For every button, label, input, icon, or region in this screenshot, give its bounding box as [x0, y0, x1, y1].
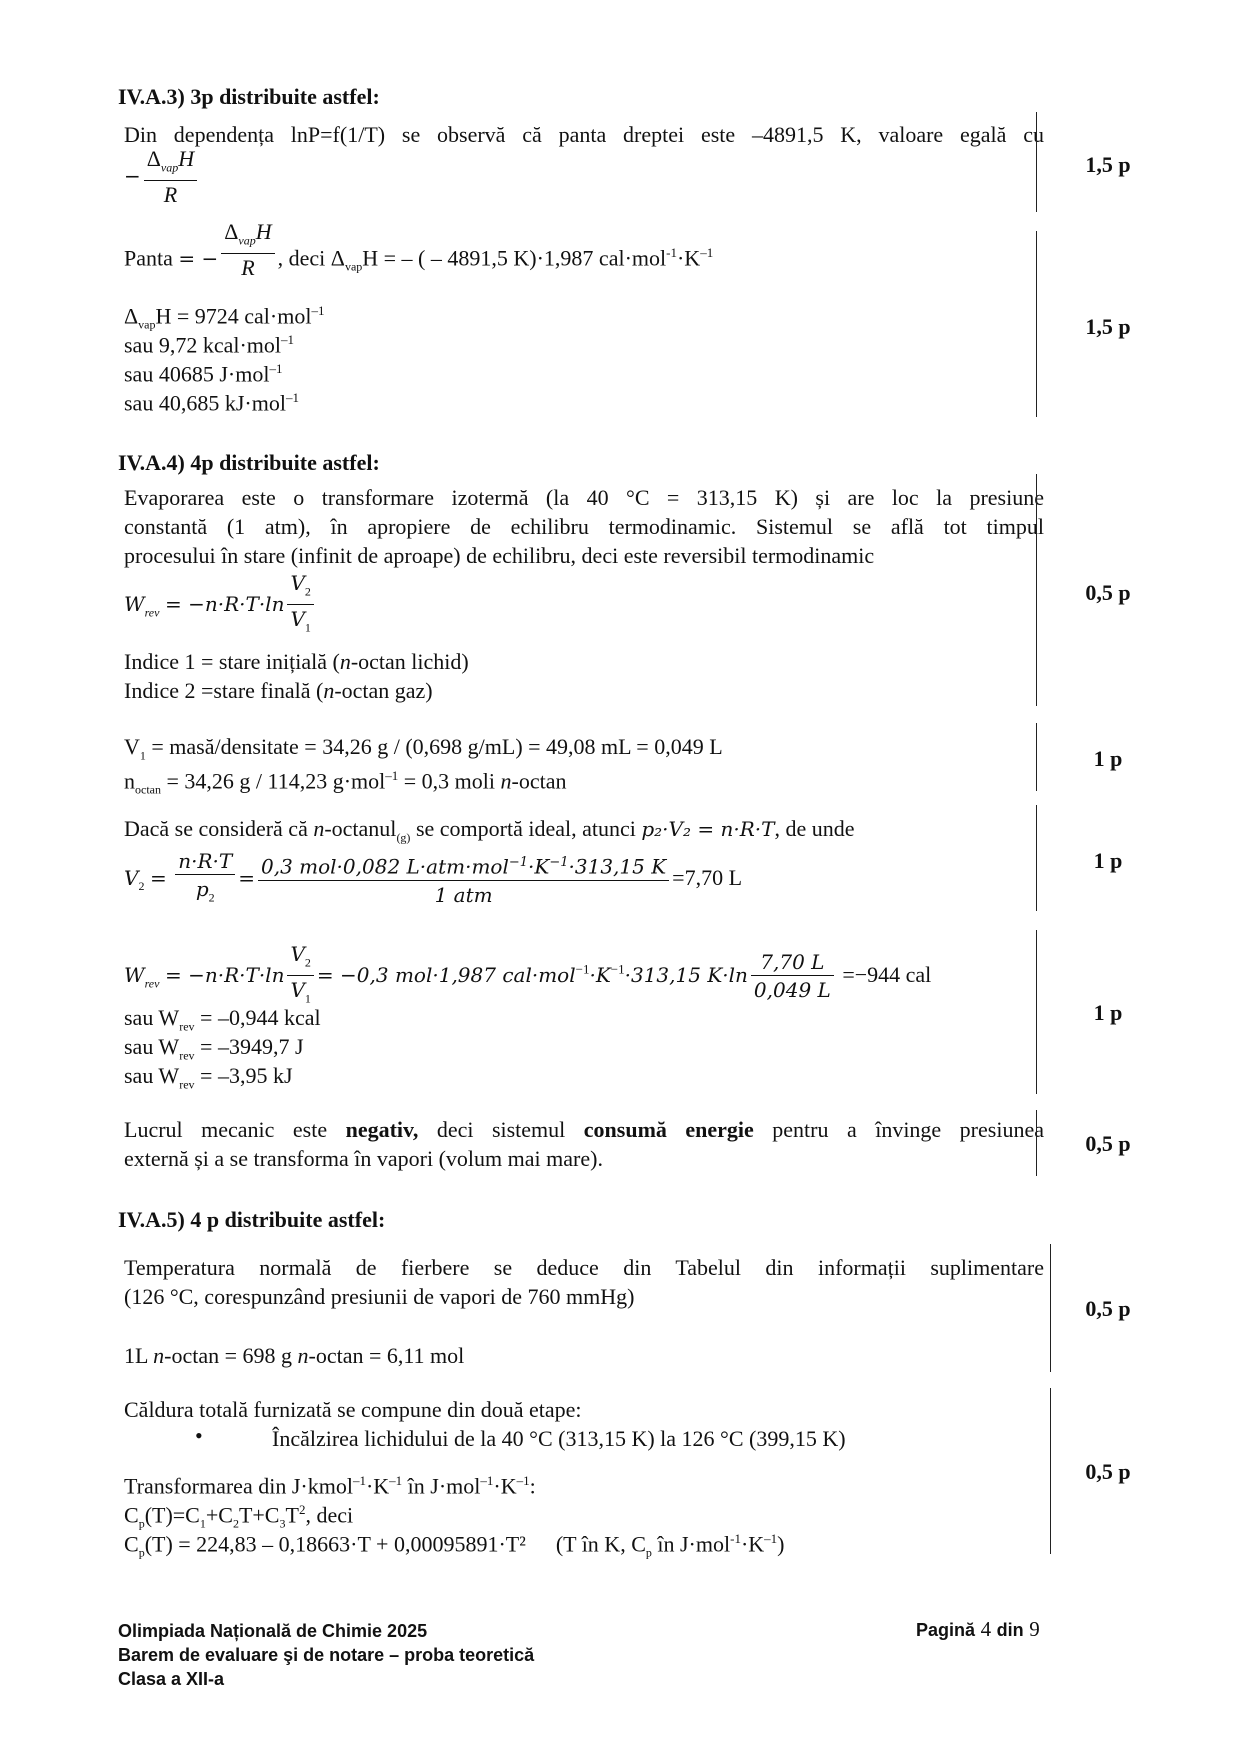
a3-divider-1: [1036, 112, 1037, 212]
vap-sub: vap: [138, 317, 156, 332]
footer-class: Clasa a XII-a: [118, 1669, 225, 1689]
a4-n-line: [124, 761, 566, 805]
a4-p1-line3: procesului în stare (infinit de aproape) de echilibru, deci este reversibil termodinamic: [124, 543, 875, 568]
w-letter: W: [124, 591, 145, 616]
text: -octan = 6,11 mol: [308, 1343, 465, 1368]
a3-divider-2: [1036, 231, 1037, 417]
nrt-over-p2: [175, 848, 235, 911]
h-letter: H: [178, 146, 195, 171]
panta-rest2: H = – ( – 4891,5 K)·1,987 cal·mol: [362, 245, 667, 271]
text: +C: [205, 1502, 233, 1528]
sup: –1: [269, 361, 283, 376]
a4-v2-calc: [124, 848, 742, 911]
result-value: sau 40685 J·mol: [124, 361, 270, 387]
panta-eq: = −: [178, 246, 219, 271]
sub: 1: [304, 620, 311, 635]
section-a5-heading: IV.A.5) 4 p distribuite astfel:: [118, 1207, 386, 1232]
r-letter: R: [163, 182, 178, 208]
num: ·313,15 K: [568, 855, 667, 880]
text: :: [529, 1473, 536, 1499]
sub: rev: [179, 1019, 195, 1034]
wrev-result: =−944 cal: [842, 961, 932, 987]
sup: -1: [730, 1531, 741, 1546]
text: 1L: [124, 1343, 154, 1368]
n-italic: n: [339, 649, 351, 674]
rev-sub: rev: [144, 605, 160, 620]
text: Transformarea din J·kmol: [124, 1473, 353, 1499]
text: Indice 2 =stare finală (: [124, 678, 324, 703]
eq: =: [149, 865, 167, 890]
text: T: [285, 1502, 299, 1528]
sup: –1: [389, 1473, 403, 1488]
text: C: [124, 1502, 139, 1528]
text: se comportă ideal, atunci: [410, 816, 642, 841]
num: 7,70 L: [751, 949, 834, 976]
a4-wrev-formula: [124, 570, 317, 642]
text: (T în K, C: [555, 1531, 646, 1557]
page-total: 9: [1029, 1617, 1040, 1641]
num: n·R·T: [175, 848, 235, 875]
sub: (g): [396, 830, 411, 845]
text: sau W: [124, 1005, 180, 1030]
n-italic: n: [297, 1343, 309, 1368]
sup: –1: [385, 768, 399, 783]
section-a3-heading: IV.A.3) 3p distribuite astfel:: [118, 84, 380, 109]
a5-heat-line: Căldura totală furnizată se compune din două etape:: [124, 1397, 582, 1422]
w-letter: W: [124, 962, 145, 987]
a3-text1: Din dependența lnP=f(1/T) se observă că panta dreptei este –4891,5 K, valoare egală cu: [124, 122, 1044, 147]
sup: −1: [575, 961, 590, 977]
a4-points-5: 0,5 p: [1085, 1131, 1131, 1156]
text: sau W: [124, 1063, 180, 1088]
num: ·K: [528, 855, 550, 880]
text: ·K: [740, 1531, 765, 1557]
text: ·K: [493, 1473, 517, 1499]
result-value: sau 9,72 kcal·mol: [124, 332, 282, 358]
footer: [118, 1619, 534, 1691]
a4-points-3: 1 p: [1093, 848, 1123, 873]
panta-rest: , deci Δ: [277, 245, 345, 271]
h-letter: H: [255, 218, 272, 244]
v-letter: V: [290, 942, 305, 966]
sub: 2: [304, 584, 311, 599]
text: V: [124, 734, 140, 759]
a4-points-4: 1 p: [1093, 1000, 1123, 1025]
a5-points-1: 0,5 p: [1085, 1296, 1131, 1321]
text: deci sistemul: [418, 1117, 584, 1142]
a4-p1-line1: Evaporarea este o transformare izotermă (la 40 °C = 313,15 K) și are loc la presiune: [124, 485, 1044, 510]
den: 0,049 L: [753, 978, 831, 1003]
a5-p1-line2: (126 °C, corespunzând presiunii de vapori de 760 mmHg): [124, 1284, 635, 1309]
sub: 2: [208, 890, 215, 905]
dvapH-over-R: [144, 146, 197, 209]
a4-points-1: 0,5 p: [1085, 580, 1131, 605]
a5-liter-line: [124, 1341, 464, 1370]
a4-divider-3: [1036, 805, 1037, 911]
text: = –3949,7 J: [194, 1034, 304, 1059]
sup: −1: [508, 855, 529, 871]
result-value: sau 40,685 kJ·mol: [124, 390, 286, 416]
text: în J·mol: [651, 1531, 731, 1557]
text: Lucrul mecanic este: [124, 1117, 346, 1142]
text: , deci: [305, 1502, 354, 1528]
text: -octan: [511, 768, 567, 794]
page-current: 4: [980, 1617, 992, 1641]
a5-points-2: 0,5 p: [1085, 1459, 1131, 1484]
footer-olympiad: Olimpiada Națională de Chimie 2025: [118, 1621, 428, 1641]
sup: −1: [549, 855, 569, 871]
v-letter: V: [290, 607, 305, 632]
sub: 2: [304, 955, 311, 970]
text: în J·mol: [402, 1473, 481, 1499]
a5-divider-2: [1050, 1388, 1051, 1554]
w-eq: = −n·R·T·ln: [164, 591, 285, 616]
panta-label: Panta: [124, 245, 173, 271]
eq: =: [238, 865, 255, 890]
n-italic: n: [313, 816, 325, 841]
sub: rev: [179, 1077, 195, 1092]
a4-sau-3: [124, 1061, 293, 1099]
text: sau W: [124, 1034, 180, 1059]
text: -octan lichid): [350, 649, 469, 674]
text: Dacă se consideră că: [124, 816, 314, 841]
numeric-fraction: [258, 850, 669, 909]
sub: 1: [139, 748, 146, 763]
sup: –1: [281, 332, 295, 347]
vap-sub: vap: [238, 232, 256, 247]
section-a4-heading: IV.A.4) 4p distribuite astfel:: [118, 450, 380, 475]
delta: Δ: [224, 218, 239, 244]
rev-sub: rev: [144, 976, 160, 991]
sup: −1: [610, 961, 625, 977]
text: (T)=C: [144, 1502, 200, 1528]
sub: octan: [135, 782, 161, 797]
eq: ·313,15 K·ln: [624, 962, 748, 987]
v-letter: V: [290, 978, 305, 1003]
sub: p: [138, 1545, 145, 1560]
text: = 0,3 moli: [398, 768, 501, 794]
v2-result: =7,70 L: [672, 864, 743, 890]
a4-divider-2: [1036, 723, 1037, 791]
a4-indice2: [124, 676, 433, 705]
a4-divider-5: [1036, 1110, 1037, 1176]
text: -octan gaz): [334, 678, 433, 703]
text: = –0,944 kcal: [194, 1005, 321, 1030]
text: ·K: [365, 1473, 390, 1499]
ideal-gas-eq: p₂·V₂ = n·R·T: [641, 817, 775, 841]
sub: p: [138, 1516, 145, 1531]
result-value: H = 9724 cal·mol: [155, 303, 312, 329]
num: 0,3 mol·0,082 L·atm·mol: [260, 855, 509, 880]
volume-ratio: [751, 949, 834, 1004]
page-of: din: [996, 1620, 1024, 1640]
page-label: Pagină: [916, 1620, 976, 1640]
a5-cp-numeric: [124, 1524, 785, 1568]
footer-barem: Barem de evaluare şi de notare – proba teoretică: [118, 1645, 535, 1665]
vap-sub: vap: [344, 259, 363, 274]
text: , de unde: [774, 816, 855, 841]
a5-bullet-text: Încălzirea lichidului de la 40 °C (313,15 K) la 126 °C (399,15 K): [272, 1426, 846, 1451]
page-number: [916, 1617, 1040, 1642]
a5-divider-1: [1050, 1244, 1051, 1372]
eq: = −n·R·T·ln: [164, 962, 285, 987]
a3-result-4: [124, 383, 299, 417]
sup: –1: [516, 1473, 530, 1488]
panta-fraction: [221, 219, 274, 282]
bold-text: negativ,: [345, 1117, 419, 1142]
a3-points-2: 1,5 p: [1085, 314, 1131, 339]
text: -octanul: [324, 816, 397, 841]
sup: -1: [666, 245, 677, 260]
text: -octan = 698 g: [164, 1343, 298, 1368]
a4-divider-4: [1036, 930, 1037, 1094]
vap-sub: vap: [160, 160, 179, 175]
text: (T) = 224,83 – 0,18663·T + 0,00095891·T²: [144, 1531, 526, 1557]
v2-over-v1: [287, 941, 313, 1013]
eq: = −0,3 mol·1,987 cal·mol: [316, 962, 576, 987]
a4-ideal-line: [124, 814, 855, 852]
sup: –1: [480, 1473, 494, 1488]
text: ): [777, 1531, 785, 1557]
sub: p: [645, 1545, 652, 1560]
a4-divider-1: [1036, 474, 1037, 706]
a4-conclusion-line2: externă și a se transforma în vapori (volum mai mare).: [124, 1146, 603, 1171]
a4-conclusion-line1: [124, 1115, 1044, 1144]
text: n: [124, 768, 135, 794]
sup: –1: [352, 1473, 366, 1488]
sub: 3: [279, 1516, 286, 1531]
p-letter: p: [195, 877, 209, 901]
text: = –3,95 kJ: [194, 1063, 293, 1088]
bold-text: consumă energie: [583, 1117, 754, 1142]
a4-indice1: [124, 647, 469, 676]
sub: 1: [199, 1516, 206, 1531]
sup: –1: [700, 245, 714, 260]
sub: 2: [138, 879, 145, 894]
panta-rest3: ·K: [676, 245, 701, 271]
n-italic: n: [153, 1343, 165, 1368]
n-italic: n: [500, 768, 512, 794]
text: = 34,26 g / 114,23 g·mol: [161, 768, 386, 794]
text: Indice 1 = stare inițială (: [124, 649, 340, 674]
text: = masă/densitate = 34,26 g / (0,698 g/mL) = 49,08 mL = 0,049 L: [145, 734, 723, 759]
text: T+C: [238, 1502, 280, 1528]
sub: rev: [179, 1048, 195, 1063]
sup: –1: [764, 1531, 778, 1546]
text: pentru a învinge presiunea: [753, 1117, 1044, 1142]
sub: 1: [304, 991, 311, 1006]
minus-sign: −: [124, 163, 141, 188]
a3-panta-line: [124, 218, 714, 282]
den: 1 atm: [434, 883, 493, 908]
v-letter: V: [290, 571, 305, 595]
r-letter: R: [241, 254, 255, 280]
text: C: [124, 1531, 139, 1557]
delta: Δ: [146, 146, 161, 171]
a4-wrev-calc: [124, 941, 931, 1013]
a4-points-2: 1 p: [1093, 746, 1123, 771]
sup: 2: [298, 1502, 306, 1517]
sup: –1: [311, 303, 325, 318]
a3-points-1: 1,5 p: [1085, 152, 1131, 177]
v2-over-v1: [287, 570, 313, 642]
eq: ·K: [589, 962, 611, 987]
a4-p1-line2: constantă (1 atm), în apropiere de echilibru termodinamic. Sistemul se află tot timpul: [124, 514, 1044, 539]
sub: 2: [232, 1516, 239, 1531]
delta: Δ: [124, 303, 139, 329]
bullet-icon: •: [195, 1423, 203, 1448]
a3-fraction: [124, 146, 200, 209]
a5-p1-line1: Temperatura normală de fierbere se deduce din Tabelul din informații suplimentare: [124, 1255, 1044, 1280]
n-italic: n: [323, 678, 335, 703]
v-letter: V: [124, 865, 139, 890]
sup: –1: [285, 390, 299, 405]
